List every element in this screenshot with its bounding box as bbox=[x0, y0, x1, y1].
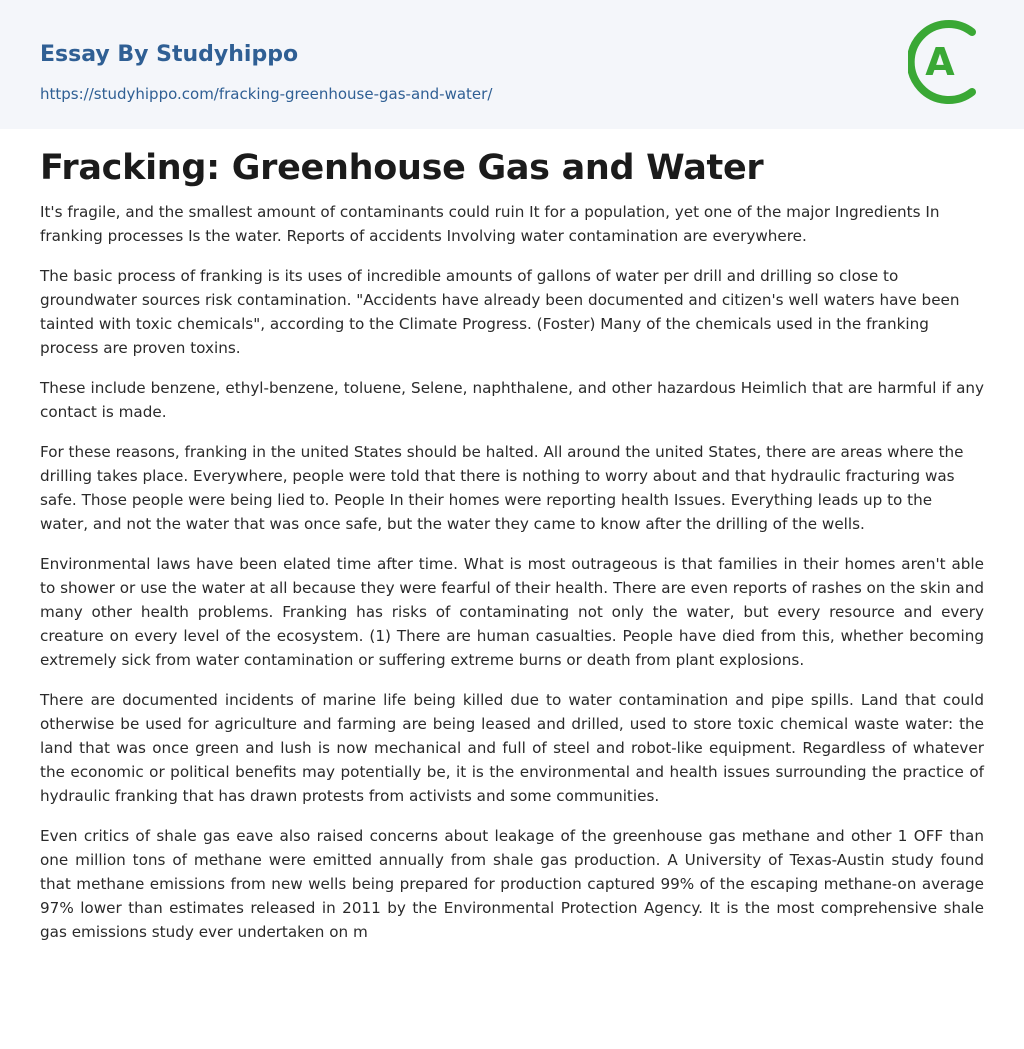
essay-paragraph: Environmental laws have been elated time after time. What is most outrageous is that families in their homes aren't able to shower or use the water at all because they were fearful of their health. There are even reports of rashes on the skin and many other health problems. Franking has risks of contaminating not only the water, but every resource and every creature on every level of the ecosystem. (1) There are human casualties. People have died from this, whether becoming extremely sick from water contamination or suffering extreme burns or death from plant explosions. bbox=[40, 555, 985, 669]
logo-letter: A bbox=[925, 40, 955, 84]
essay-title: Fracking: Greenhouse Gas and Water bbox=[40, 148, 764, 188]
brand-title[interactable]: Essay By Studyhippo bbox=[40, 42, 299, 67]
studyhippo-logo-icon[interactable] bbox=[908, 18, 988, 106]
essay-paragraph: For these reasons, franking in the united States should be halted. All around the united States, there are areas where the drilling takes place. Everywhere, people were told that there is nothing to worry about and that hydraulic fracturing was safe. Those people were being lied to. People In their homes were reporting health Issues. Everything leads up to the water, and not the water that was once safe, but the water they came to know after the drilling of the wells. bbox=[40, 443, 964, 533]
essay-body bbox=[40, 200, 984, 960]
essay-paragraph: These include benzene, ethyl-benzene, toluene, Selene, naphthalene, and other hazardous Heimlich that are harmful if any contact is made. bbox=[40, 379, 984, 421]
essay-paragraph: Even critics of shale gas eave also raised concerns about leakage of the greenhouse gas methane and other 1 OFF than one million tons of methane were emitted annually from shale gas production. A University of Texas-Austin study found that methane emissions from new wells being prepared for production captured 99% of the escaping methane-on average 97% lower than estimates released in 2011 by the Environmental Protection Agency. It is the most comprehensive shale gas emissions study ever undertaken on m bbox=[40, 827, 984, 941]
page-header bbox=[0, 0, 1024, 129]
essay-paragraph: It's fragile, and the smallest amount of contaminants could ruin It for a population, yet one of the major Ingredients In franking processes Is the water. Reports of accidents Involving water contamination are everywhere. bbox=[40, 203, 940, 245]
essay-paragraph: There are documented incidents of marine life being killed due to water contamination and pipe spills. Land that could otherwise be used for agriculture and farming are being leased and drilled, used to store toxic chemical waste water: the land that was once green and lush is now mechanical and full of steel and robot-like equipment. Regardless of whatever the economic or political benefits may potentially be, it is the environmental and health issues surrounding the practice of hydraulic franking that has drawn protests from activists and some communities. bbox=[40, 691, 984, 805]
source-url-link[interactable]: https://studyhippo.com/fracking-greenhouse-gas-and-water/ bbox=[40, 85, 493, 103]
essay-paragraph: The basic process of franking is its uses of incredible amounts of gallons of water per drill and drilling so close to groundwater sources risk contamination. "Accidents have already been documented and citizen's well waters have been tainted with toxic chemicals", according to the Climate Progress. (Foster) Many of the chemicals used in the franking process are proven toxins. bbox=[40, 267, 960, 357]
